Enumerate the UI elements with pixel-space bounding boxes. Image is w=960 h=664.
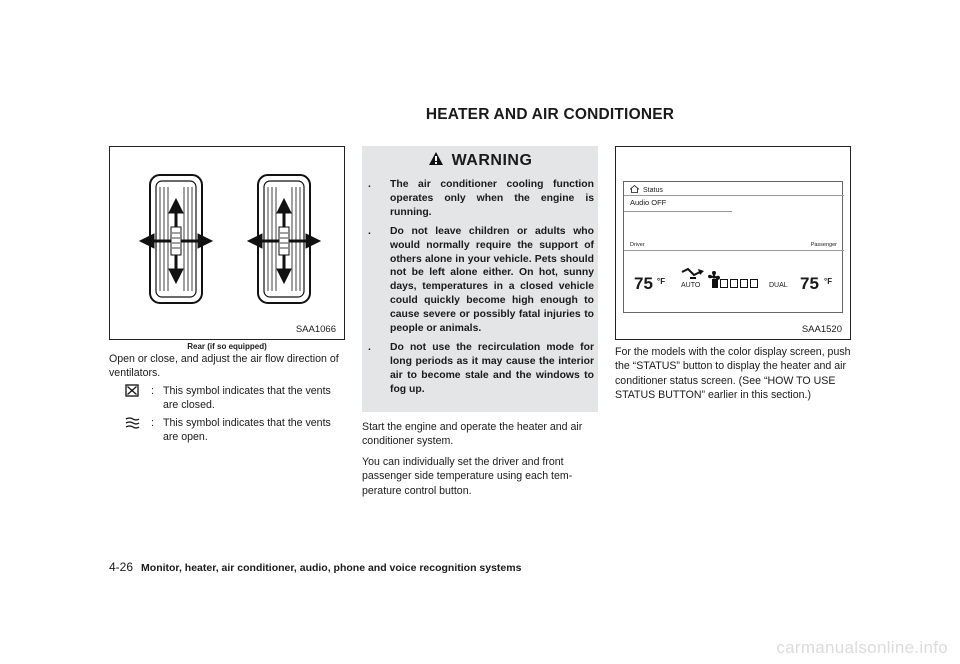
page-number: 4-26 [109, 560, 134, 574]
status-header-label: Status [643, 186, 663, 194]
divider [624, 211, 732, 212]
status-screen [623, 181, 843, 313]
vent-open-row [109, 416, 347, 445]
warning-text: The air conditioner cooling function operates only when the engine is running. [390, 179, 594, 218]
symbol-colon: : [151, 417, 154, 429]
intro-paragraph: Open or close, and adjust the air flow direction of ventilators. [109, 353, 339, 380]
divider [624, 195, 844, 196]
fan-speed-segment [720, 279, 728, 288]
section-title: HEATER AND AIR CONDITIONER [425, 106, 675, 123]
warning-header [362, 146, 598, 176]
warning-item [368, 225, 594, 336]
vent-open-icon [125, 416, 145, 430]
start-engine-paragraph: Start the engine and operate the heater and air conditioner system. [362, 421, 583, 448]
watermark: carmanualsonline.info [776, 638, 948, 657]
status-screen-figure [615, 146, 851, 340]
figure-caption: Rear (if so equipped) [187, 342, 267, 351]
warning-bullet: . [368, 225, 371, 237]
warning-bullet: . [368, 341, 371, 353]
symbol-colon: : [151, 385, 154, 397]
fan-speed-bar [712, 279, 758, 288]
rear-vents-illustration [110, 147, 343, 338]
warning-bullet: . [368, 179, 371, 190]
figure-code: SAA1066 [295, 324, 336, 335]
vent-closed-description: This symbol indicates that the vents are closed. [163, 385, 331, 412]
home-icon [630, 185, 639, 195]
passenger-temperature-unit: °F [824, 277, 833, 286]
status-header [630, 185, 663, 195]
warning-item [368, 178, 594, 220]
rear-vents-figure [109, 146, 345, 340]
warning-title: WARNING [451, 152, 533, 169]
passenger-temperature: 75 [800, 274, 819, 293]
driver-temperature: 75 [634, 274, 653, 293]
dual-label: DUAL [769, 282, 788, 289]
driver-label: Driver [630, 242, 645, 248]
divider [624, 250, 844, 251]
warning-box [362, 146, 598, 412]
figure-code: SAA1520 [801, 324, 842, 335]
vent-closed-row [109, 384, 347, 413]
warning-text: Do not use the recirculation mode for long periods as it may cause the interior air to become stale and the windows to fog up. [390, 341, 594, 395]
driver-temperature-unit: °F [657, 277, 666, 286]
status-button-paragraph: For the models with the color display screen, push the “STATUS” button to display the heater and air conditioner status screen. (See “HOW TO USE STATUS BUTTON” earlier in this section.) [615, 346, 851, 401]
chapter-title: Monitor, heater, air conditioner, audio, phone and voice recognition systems [141, 562, 522, 574]
vent-closed-icon [125, 384, 145, 398]
passenger-label: Passenger [810, 242, 837, 248]
fan-speed-segment [750, 279, 758, 288]
vent-open-description: This symbol indicates that the vents are open. [163, 417, 331, 444]
audio-status: Audio OFF [630, 198, 667, 207]
fan-speed-segment [730, 279, 738, 288]
auto-label: AUTO [681, 282, 701, 289]
warning-icon [428, 151, 444, 171]
fan-speed-segment [740, 279, 748, 288]
page-footer [109, 560, 521, 574]
warning-item [368, 341, 594, 397]
individual-temp-paragraph: You can individually set the driver and front passenger side temperature using each tem-perature control button. [362, 456, 573, 497]
fan-speed-segment [712, 279, 718, 288]
warning-text: Do not leave children or adults who would normally require the support of others alone in your vehicle. Pets should not be left alone either. On hot, sunny days, temperatures in a closed vehicle could quickly become high enough to cause severe or possibly fatal injuries to people or animals. [390, 225, 594, 335]
warning-list [368, 178, 594, 402]
